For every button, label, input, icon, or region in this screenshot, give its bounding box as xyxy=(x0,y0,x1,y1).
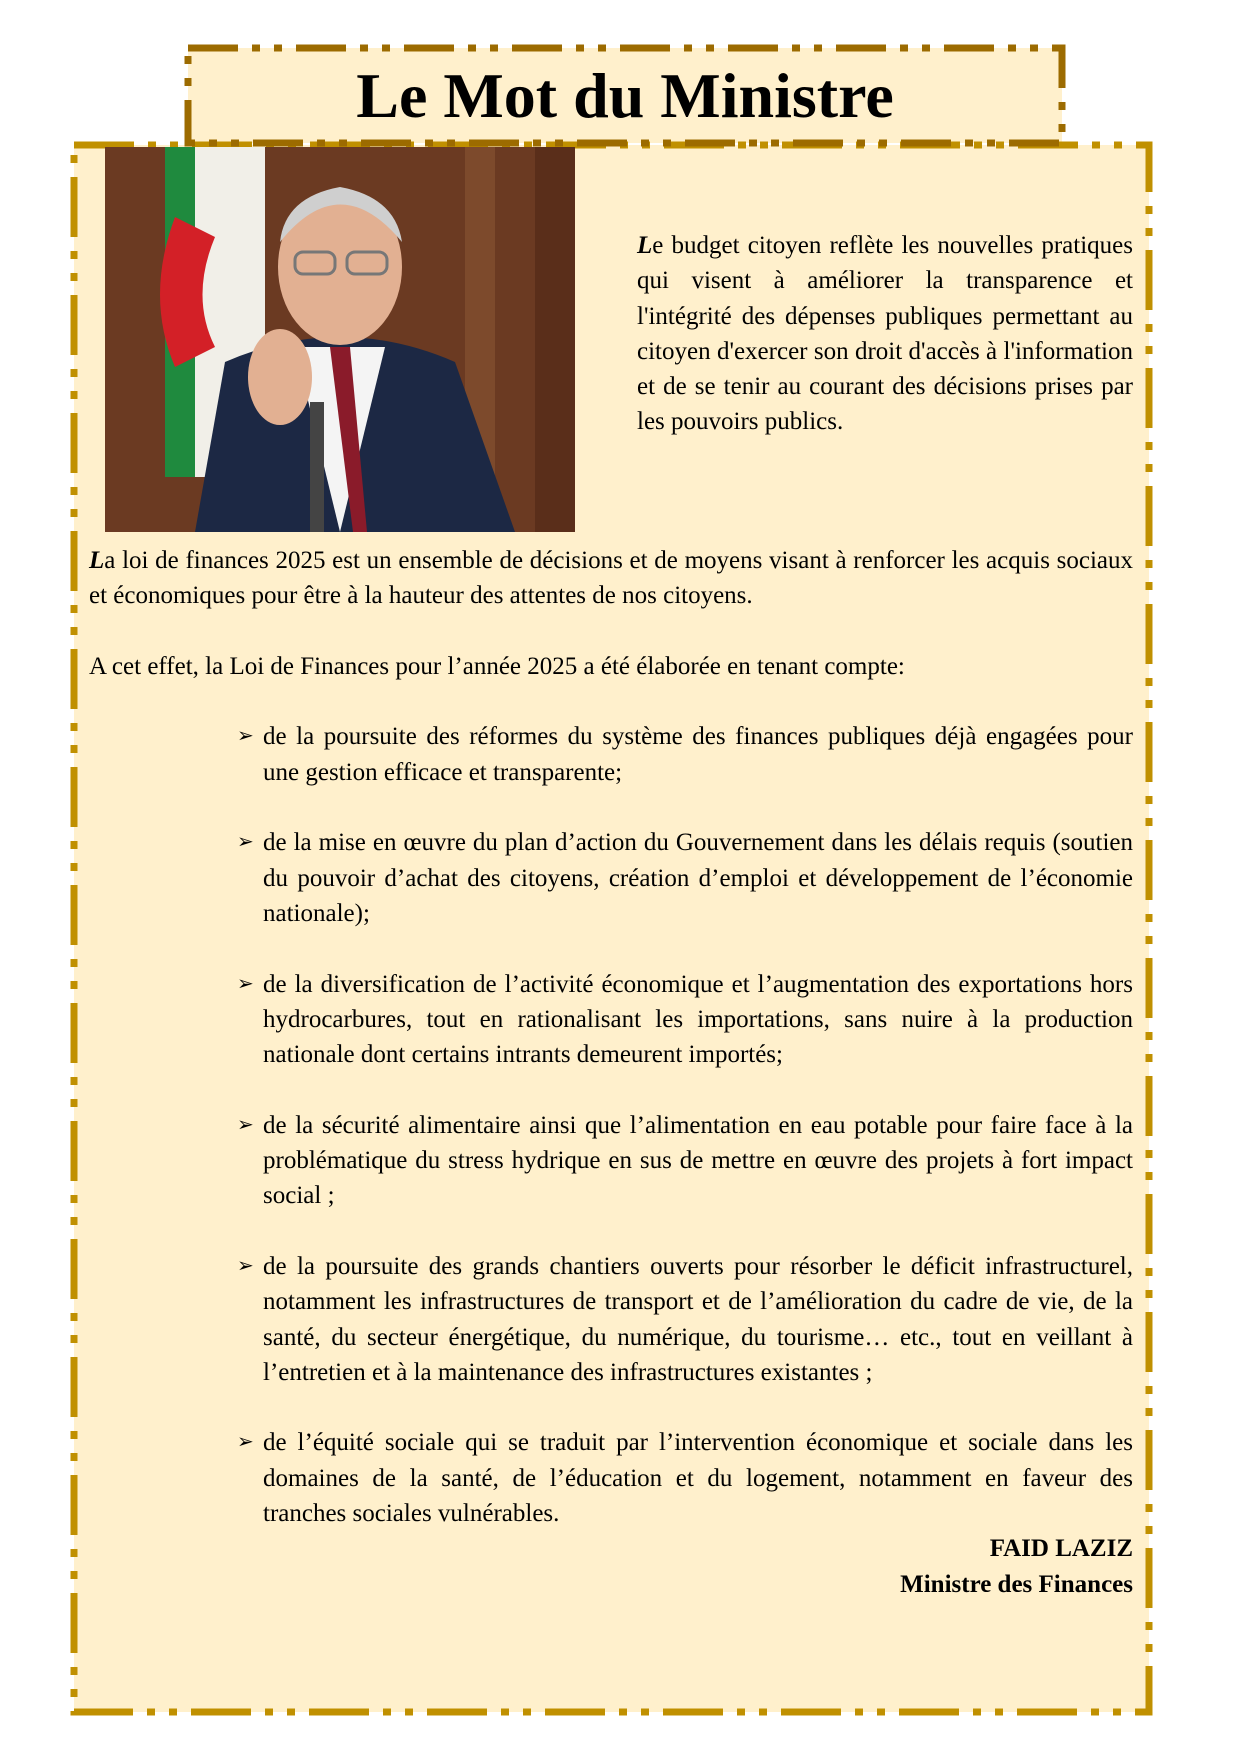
paragraph-3: A cet effet, la Loi de Finances pour l’année 2025 a été élaborée en tenant compte: xyxy=(89,652,905,680)
intro-paragraph xyxy=(637,228,1133,440)
arrow-bullet-icon: ➢ xyxy=(237,972,254,995)
dropcap: L xyxy=(89,547,105,574)
list-item xyxy=(237,967,1133,1073)
list-item-text: de la diversification de l’activité économique et l’augmentation des exportations hors hydrocarbures, tout en rationalisant les importations, sans nuire à la production nationale dont certains intrants demeurent importés; xyxy=(263,970,1133,1069)
intro-text: e budget citoyen reflète les nouvelles pratiques qui visent à améliorer la transparence et l'intégrité des dépenses publiques permettant au citoyen d'exercer son droit d'accès à l'information et de se tenir au courant des décisions prises par les pouvoirs publics. xyxy=(637,232,1133,436)
dropcap: L xyxy=(637,232,653,259)
paragraph-2 xyxy=(89,543,1133,614)
bullet-list xyxy=(89,719,1133,1531)
list-item-text: de la poursuite des grands chantiers ouverts pour résorber le déficit infrastructurel, notamment les infrastructures de transport et de l’amélioration du cadre de vie, de la santé, du secteur énergétique, du numérique, du tourisme… etc., tout en veillant à l’entretien et à la maintenance des infrastructures existantes ; xyxy=(263,1252,1133,1386)
list-item-text: de l’équité sociale qui se traduit par l’intervention économique et sociale dans les domaines de la santé, de l’éducation et du logement, notamment en faveur des tranches sociales vulnérables. xyxy=(263,1429,1133,1528)
list-item-text: de la mise en œuvre du plan d’action du Gouvernement dans les délais requis (soutien du pouvoir d’achat des citoyens, création d’emploi et développement de l’économie nationale); xyxy=(263,829,1133,927)
list-item xyxy=(237,719,1133,790)
arrow-bullet-icon: ➢ xyxy=(237,1431,254,1454)
signature-name: FAID LAZIZ xyxy=(989,1535,1133,1563)
list-item-text: de la poursuite des réformes du système des finances publiques déjà engagées pour une gestion efficace et transparente; xyxy=(263,723,1133,786)
arrow-bullet-icon: ➢ xyxy=(237,725,254,748)
page-title: Le Mot du Ministre xyxy=(356,60,894,131)
list-item xyxy=(237,1425,1133,1531)
letter-body xyxy=(89,543,1133,1602)
arrow-bullet-icon: ➢ xyxy=(237,1113,254,1136)
list-item xyxy=(237,1108,1133,1214)
list-item-text: de la sécurité alimentaire ainsi que l’alimentation en eau potable pour faire face à la problématique du stress hydrique en sus de mettre en œuvre des projets à fort impact social ; xyxy=(263,1111,1133,1210)
paragraph-2-text: a loi de finances 2025 est un ensemble de décisions et de moyens visant à renforcer les acquis sociaux et économiques pour être à la hauteur des attentes de nos citoyens. xyxy=(89,547,1133,610)
signature xyxy=(89,1531,1133,1602)
signature-role: Ministre des Finances xyxy=(900,1570,1133,1598)
list-item xyxy=(237,1249,1133,1390)
arrow-bullet-icon: ➢ xyxy=(237,1254,254,1277)
arrow-bullet-icon: ➢ xyxy=(237,831,254,854)
minister-portrait-icon xyxy=(105,147,575,532)
list-item xyxy=(237,825,1133,931)
